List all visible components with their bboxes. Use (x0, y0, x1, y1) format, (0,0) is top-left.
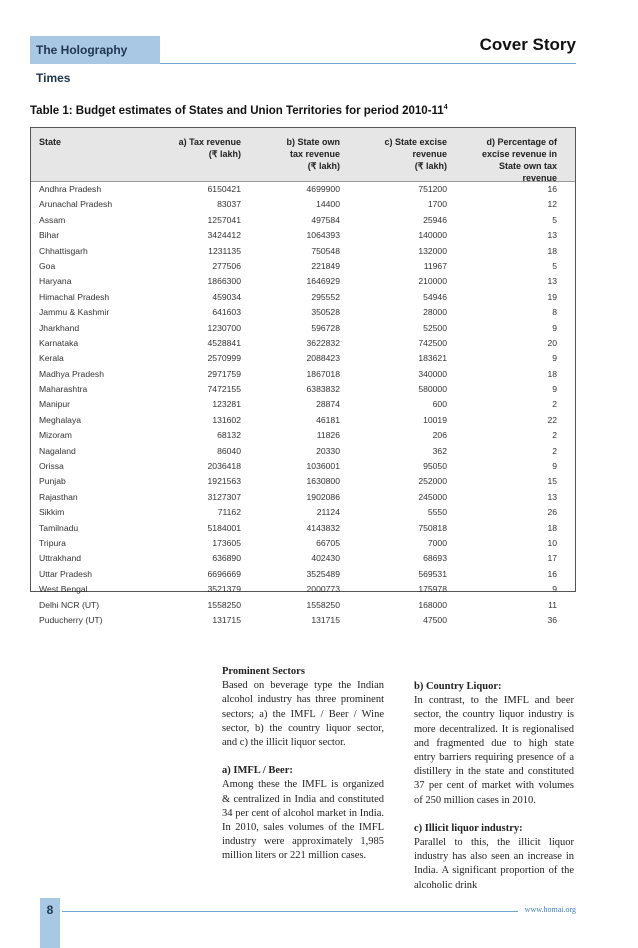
cell-excise-revenue: 28000 (423, 307, 447, 318)
cell-state: Uttar Pradesh (39, 568, 93, 579)
cell-tax-revenue: 6150421 (207, 184, 241, 194)
cell-excise-percentage: 2 (552, 430, 557, 441)
article-column-left (222, 665, 384, 864)
cell-excise-percentage: 36 (547, 614, 557, 625)
col-header-line: (₹ lakh) (208, 149, 241, 159)
table-row (31, 367, 575, 382)
cell-own-tax-revenue: 497584 (311, 214, 340, 225)
cell-excise-percentage: 8 (552, 307, 557, 318)
cell-excise-revenue: 600 (432, 399, 447, 410)
col-header-line: tax revenue (289, 149, 340, 159)
page-number: 8 (46, 903, 54, 917)
cell-excise-revenue: 569531 (418, 568, 447, 579)
col-header-line: (₹ lakh) (414, 161, 447, 171)
cell-excise-revenue: 5550 (427, 507, 447, 518)
cell-excise-revenue: 252000 (418, 476, 447, 487)
cell-excise-revenue: 7000 (427, 537, 447, 548)
cell-tax-revenue: 1921563 (207, 476, 241, 487)
cell-own-tax-revenue: 1064393 (306, 230, 340, 241)
cell-excise-percentage: 2 (552, 445, 557, 456)
cell-excise-revenue: 206 (432, 430, 447, 441)
header-rule (160, 63, 576, 64)
cell-excise-percentage: 19 (547, 291, 557, 302)
cell-excise-percentage: 22 (547, 414, 557, 425)
cell-excise-percentage: 2 (552, 399, 557, 410)
table-row (31, 244, 575, 259)
cell-excise-percentage: 18 (547, 368, 557, 379)
cell-own-tax-revenue: 11826 (316, 430, 340, 441)
cell-own-tax-revenue: 1558250 (306, 599, 340, 610)
cell-tax-revenue: 3424412 (207, 230, 241, 241)
table-title-text: Table 1: Budget estimates of States and Union Territories for period 2010-11 (30, 104, 444, 117)
col-header-line: b) State own (286, 137, 340, 147)
table-row (31, 413, 575, 428)
cell-own-tax-revenue: 2000773 (306, 584, 340, 595)
cell-state: Tripura (39, 537, 66, 548)
cell-excise-percentage: 17 (547, 553, 557, 564)
table-row (31, 428, 575, 443)
cell-excise-percentage: 13 (547, 230, 557, 241)
table-header (31, 128, 575, 181)
cell-state: Chhattisgarh (39, 245, 88, 256)
cell-state: West Bengal (39, 584, 88, 595)
cell-excise-revenue: 132000 (418, 245, 447, 256)
cell-state: Andhra Pradesh (39, 184, 102, 194)
subheading: a) IMFL / Beer: (222, 765, 293, 777)
table-row (31, 505, 575, 520)
cell-tax-revenue: 173605 (212, 537, 241, 548)
cell-tax-revenue: 131602 (212, 414, 241, 425)
cell-tax-revenue: 5184001 (207, 522, 241, 533)
table-row (31, 290, 575, 305)
cell-state: Orissa (39, 461, 64, 472)
cell-own-tax-revenue: 596728 (311, 322, 340, 333)
col-header-own-tax-revenue (287, 136, 341, 172)
subheading: c) Illicit liquor industry: (414, 822, 523, 834)
cell-excise-revenue: 11967 (423, 260, 447, 271)
cell-tax-revenue: 131715 (212, 614, 241, 625)
cell-state: Rajasthan (39, 491, 78, 502)
col-header-line: d) Percentage of (486, 137, 557, 147)
cell-excise-revenue: 1700 (427, 199, 447, 210)
cell-own-tax-revenue: 1036001 (306, 461, 340, 472)
cell-own-tax-revenue: 6383832 (306, 384, 340, 395)
cell-excise-percentage: 13 (547, 491, 557, 502)
cell-excise-percentage: 11 (548, 599, 557, 610)
footer-rule (62, 911, 518, 912)
cell-excise-percentage: 9 (552, 461, 557, 472)
cell-excise-percentage: 18 (547, 245, 557, 256)
cell-tax-revenue: 277506 (212, 260, 241, 271)
col-header-excise-revenue (384, 136, 447, 172)
cell-tax-revenue: 2036418 (207, 461, 241, 472)
table-row (31, 274, 575, 289)
cell-excise-percentage: 5 (552, 214, 557, 225)
article-column-right (414, 680, 574, 893)
cell-own-tax-revenue: 3525489 (306, 568, 340, 579)
cell-excise-revenue: 210000 (418, 276, 447, 287)
cell-excise-revenue: 140000 (418, 230, 447, 241)
cell-state: Uttrakhand (39, 553, 82, 564)
table-row (31, 598, 575, 613)
col-header-line: revenue (522, 173, 557, 183)
magazine-name: The Holography Times (30, 36, 160, 64)
cell-own-tax-revenue: 66705 (316, 537, 340, 548)
cell-state: Karnataka (39, 337, 79, 348)
cell-excise-percentage: 9 (552, 584, 557, 595)
cell-excise-percentage: 13 (547, 276, 557, 287)
cell-state: Meghalaya (39, 414, 82, 425)
cell-own-tax-revenue: 46181 (316, 414, 340, 425)
cell-excise-percentage: 16 (547, 184, 557, 194)
table-row (31, 321, 575, 336)
cell-excise-percentage: 9 (552, 384, 557, 395)
cell-excise-revenue: 750818 (418, 522, 447, 533)
cell-own-tax-revenue: 4699900 (306, 184, 340, 194)
cell-excise-percentage: 20 (547, 337, 557, 348)
subheading: b) Country Liquor: (414, 681, 502, 692)
paragraph: Based on beverage type the Indian alcohol industry has three prominent sectors; a) the IMFL / Beer / Wine sector, b) the country liquor sector, and c) the illicit liquor sector. (222, 680, 384, 749)
table-row (31, 182, 575, 197)
paragraph: Parallel to this, the illicit liquor industry has also seen an increase in India. A significant proportion of the alcoholic drink (414, 837, 574, 891)
table-row (31, 336, 575, 351)
cell-own-tax-revenue: 221849 (311, 260, 340, 271)
cell-state: Mizoram (39, 430, 72, 441)
cell-state: Assam (39, 214, 66, 225)
table-row (31, 382, 575, 397)
cell-excise-revenue: 580000 (418, 384, 447, 395)
col-header-excise-percentage (482, 136, 557, 184)
col-header-line: excise revenue in (481, 149, 557, 159)
cell-tax-revenue: 1231135 (208, 245, 241, 256)
cell-tax-revenue: 4528841 (207, 337, 241, 348)
cell-state: Delhi NCR (UT) (39, 599, 100, 610)
paragraph: In contrast, to the IMFL and beer sector, the country liquor industry is more decentralized. It is regionalised and fragmented due to high state entry barriers requiring presence of a distillery in the state and constituted 37 per cent of market with volumes of 250 million cases in 2010. (414, 695, 574, 806)
table-row (31, 613, 575, 628)
cell-state: Haryana (39, 276, 72, 287)
cell-own-tax-revenue: 402430 (311, 553, 340, 564)
cell-state: Madhya Pradesh (39, 368, 104, 379)
cell-tax-revenue: 123281 (212, 399, 241, 410)
cell-excise-percentage: 12 (547, 199, 557, 210)
paragraph: Among these the IMFL is organized & centralized in India and constituted 34 per cent of alcohol market in India. In 2010, sales volumes of the IMFL industry were approximately 1,985 million liters or 221 million cases. (222, 779, 384, 862)
table-row (31, 582, 575, 597)
cell-tax-revenue: 1230700 (207, 322, 241, 333)
cell-tax-revenue: 1866300 (207, 276, 241, 287)
cell-tax-revenue: 459034 (212, 291, 241, 302)
table-row (31, 397, 575, 412)
cell-excise-percentage: 26 (547, 507, 557, 518)
cell-excise-revenue: 175978 (418, 584, 447, 595)
cell-own-tax-revenue: 131715 (311, 614, 340, 625)
cell-excise-percentage: 5 (552, 260, 557, 271)
col-header-state: State (39, 137, 62, 147)
cell-excise-revenue: 183621 (418, 353, 447, 364)
table-row (31, 305, 575, 320)
cell-excise-revenue: 95050 (423, 461, 447, 472)
cell-tax-revenue: 1257041 (207, 214, 241, 225)
cell-state: Tamilnadu (39, 522, 79, 533)
table-row (31, 213, 575, 228)
col-header-line: (₹ lakh) (307, 161, 340, 171)
table-title-footnote: 4 (443, 104, 448, 111)
cell-excise-percentage: 10 (547, 537, 557, 548)
table-row (31, 459, 575, 474)
table-row (31, 474, 575, 489)
cell-tax-revenue: 86040 (217, 445, 241, 456)
cell-own-tax-revenue: 14400 (316, 199, 340, 210)
cell-excise-percentage: 9 (552, 353, 557, 364)
footer-url[interactable]: www.homai.org (524, 905, 576, 914)
cell-tax-revenue: 68132 (217, 430, 241, 441)
table-row (31, 567, 575, 582)
col-header-tax-revenue (179, 136, 241, 160)
cell-tax-revenue: 7472155 (207, 384, 241, 395)
cell-state: Himachal Pradesh (39, 291, 110, 302)
cell-tax-revenue: 3127307 (207, 491, 241, 502)
cell-excise-percentage: 18 (547, 522, 557, 533)
cell-state: Jharkhand (39, 322, 80, 333)
cell-excise-revenue: 362 (432, 445, 447, 456)
col-header-line: a) Tax revenue (178, 137, 241, 147)
cell-excise-percentage: 15 (547, 476, 557, 487)
cell-own-tax-revenue: 28874 (316, 399, 340, 410)
cell-tax-revenue: 2570999 (207, 353, 241, 364)
cell-state: Nagaland (39, 445, 76, 456)
cell-tax-revenue: 1558250 (207, 599, 241, 610)
cell-state: Maharashtra (39, 384, 88, 395)
cell-tax-revenue: 636890 (212, 553, 241, 564)
cell-own-tax-revenue: 295552 (311, 291, 340, 302)
cell-tax-revenue: 3521379 (207, 584, 241, 595)
cell-own-tax-revenue: 2088423 (306, 353, 340, 364)
cell-excise-revenue: 54946 (423, 291, 447, 302)
cell-excise-percentage: 9 (552, 322, 557, 333)
cell-state: Arunachal Pradesh (39, 199, 113, 210)
section-heading: Prominent Sectors (222, 666, 305, 677)
cell-own-tax-revenue: 4143832 (306, 522, 340, 533)
cell-own-tax-revenue: 750548 (311, 245, 340, 256)
col-header-line: revenue (412, 149, 447, 159)
cell-state: Sikkim (39, 507, 65, 518)
cell-state: Bihar (39, 230, 60, 241)
cell-excise-revenue: 742500 (418, 337, 447, 348)
cell-own-tax-revenue: 1867018 (306, 368, 340, 379)
table-row (31, 197, 575, 212)
cell-tax-revenue: 71162 (217, 507, 241, 518)
table-title (30, 104, 448, 117)
cell-excise-revenue: 68693 (423, 553, 447, 564)
cell-excise-percentage: 16 (547, 568, 557, 579)
table-row (31, 228, 575, 243)
table-row (31, 536, 575, 551)
cell-excise-revenue: 340000 (418, 368, 447, 379)
cell-tax-revenue: 2971759 (207, 368, 241, 379)
cell-state: Kerala (39, 353, 64, 364)
budget-table (30, 127, 576, 625)
cell-excise-revenue: 52500 (423, 322, 447, 333)
cell-state: Goa (39, 260, 56, 271)
cell-own-tax-revenue: 21124 (316, 507, 340, 518)
cell-excise-revenue: 245000 (418, 491, 447, 502)
table-row (31, 259, 575, 274)
cell-tax-revenue: 83037 (217, 199, 241, 210)
table-row (31, 444, 575, 459)
cell-tax-revenue: 6696669 (207, 568, 241, 579)
cell-excise-revenue: 10019 (423, 414, 447, 425)
cell-own-tax-revenue: 20330 (316, 445, 340, 456)
cell-state: Punjab (39, 476, 66, 487)
cell-tax-revenue: 641603 (212, 307, 241, 318)
cell-own-tax-revenue: 1630800 (306, 476, 340, 487)
table-row (31, 351, 575, 366)
section-title: Cover Story (479, 35, 576, 54)
table-row (31, 551, 575, 566)
cell-own-tax-revenue: 3622832 (306, 337, 340, 348)
table-row (31, 490, 575, 505)
cell-excise-revenue: 25946 (423, 214, 447, 225)
col-header-line: c) State excise (384, 137, 447, 147)
cell-excise-revenue: 47500 (423, 614, 447, 625)
cell-own-tax-revenue: 350528 (311, 307, 340, 318)
cell-state: Manipur (39, 399, 71, 410)
cell-excise-revenue: 168000 (418, 599, 447, 610)
cell-excise-revenue: 751200 (418, 184, 447, 194)
cell-own-tax-revenue: 1902086 (306, 491, 340, 502)
table-body (31, 182, 575, 628)
cell-state: Puducherry (UT) (39, 614, 103, 625)
table-row (31, 521, 575, 536)
cell-state: Jammu & Kashmir (39, 307, 110, 318)
cell-own-tax-revenue: 1646929 (306, 276, 340, 287)
col-header-line: State own tax (498, 161, 557, 171)
